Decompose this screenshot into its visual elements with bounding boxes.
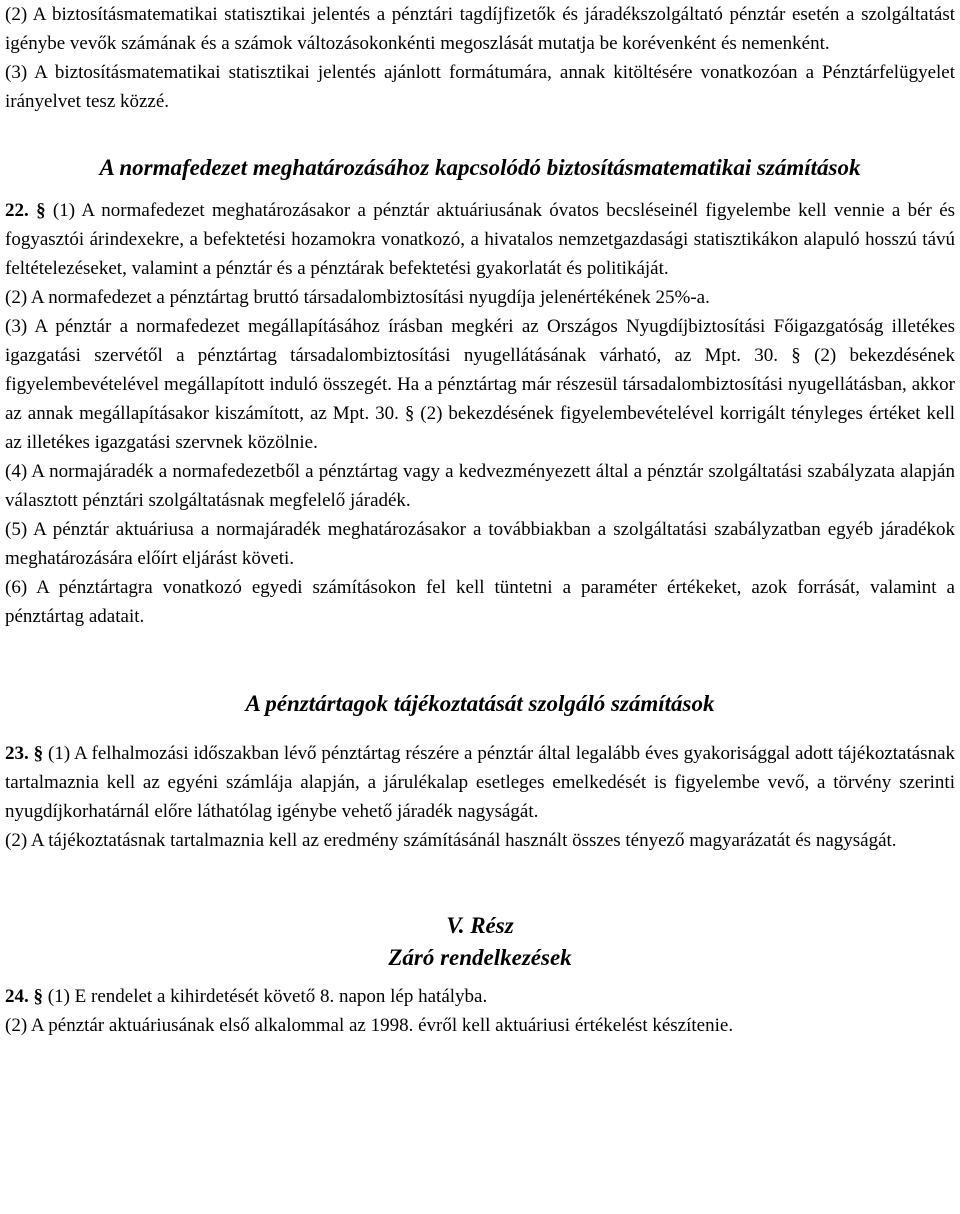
- section-23: [5, 739, 955, 855]
- paragraph-22-6: (6) A pénztártagra vonatkozó egyedi számításokon fel kell tüntetni a paraméter értékeket, azok forrását, valamint a pénztártag adatait.: [5, 577, 955, 627]
- paragraph-21-2: (2) A biztosításmatematikai statisztikai jelentés a pénztári tagdíjfizetők és járadékszolgáltató pénztár esetén a szolgáltatást igénybe vevők számának és a számok változásokonkénti megoszlását mutatja be korévenként és nemenként.: [5, 4, 955, 54]
- heading-normafedezet: A normafedezet meghatározásához kapcsolódó biztosításmatematikai számítások: [99, 155, 861, 180]
- section-22: [5, 196, 955, 631]
- part-title: Záró rendelkezések: [388, 945, 572, 970]
- paragraph-22-5: (5) A pénztár aktuáriusa a normajáradék meghatározásakor a továbbiakban a szolgáltatási szabályzatban egyéb járadékok meghatározására előírt eljárást követi.: [5, 519, 955, 569]
- paragraph-22-4: (4) A normajáradék a normafedezetből a pénztártag vagy a kedvezményezett által a pénztár szolgáltatási szabályzata alapján választott pénztári szolgáltatásnak megfelelő járadék.: [5, 461, 955, 511]
- paragraph-24-1: [5, 982, 955, 1011]
- paragraph-23-2: (2) A tájékoztatásnak tartalmaznia kell az eredmény számításánál használt összes tényező magyarázatát és nagyságát.: [5, 830, 897, 851]
- paragraph-21-3: (3) A biztosításmatematikai statisztikai jelentés ajánlott formátumára, annak kitöltésére vonatkozóan a Pénztárfelügyelet irányelvet tesz közzé.: [5, 62, 955, 112]
- section-21-continuation: [5, 0, 955, 116]
- part-number: V. Rész: [446, 913, 514, 938]
- paragraph-22-3: (3) A pénztár a normafedezet megállapításához írásban megkéri az Országos Nyugdíjbiztosítási Főigazgatóság illetékes igazgatási szervétől a pénztártag társadalombiztosítási nyugellátásának várható, az Mpt. 30. § (2) bekezdésének figyelembevételével megállapított induló összegét. Ha a pénztártag már részesül társadalombiztosítási nyugellátásban, akkor az annak megállapításakor kiszámított, az Mpt. 30. § (2) bekezdésének figyelembevételével korrigált tényleges értéket kell az illetékes igazgatási szervnek közölnie.: [5, 316, 955, 453]
- document-page: [5, 0, 955, 1040]
- section-number-23: 23.: [5, 743, 29, 764]
- part-heading: [5, 910, 955, 974]
- heading-tajekoztatas: A pénztártagok tájékoztatását szolgáló számítások: [245, 691, 715, 716]
- section-number-22: 22.: [5, 200, 29, 221]
- paragraph-23-1: [5, 739, 955, 826]
- paragraph-22-2: (2) A normafedezet a pénztártag bruttó társadalombiztosítási nyugdíja jelenértékének 25%-a.: [5, 287, 710, 308]
- paragraph-24-2: (2) A pénztár aktuáriusának első alkalommal az 1998. évről kell aktuáriusi értékelést készítenie.: [5, 1015, 734, 1036]
- section-sign: §: [36, 200, 46, 221]
- paragraph-22-1: [5, 196, 955, 283]
- section-sign: §: [33, 743, 44, 764]
- paragraph-24-1-text: (1) E rendelet a kihirdetését követő 8. napon lép hatályba.: [47, 986, 488, 1007]
- section-24: [5, 982, 955, 1040]
- section-sign: §: [33, 986, 43, 1007]
- paragraph-23-1-text: (1) A felhalmozási időszakban lévő pénztártag részére a pénztár által legalább éves gyakorisággal adott tájékoztatásnak tartalmaznia kell az egyéni számlája alapján, a járulékalap esetleges emelkedését is figyelembe vevő, a törvény szerinti nyugdíjkorhatárnál előre láthatólag igénybe vehető járadék nagyságát.: [5, 743, 956, 822]
- section-number-24: 24.: [5, 986, 29, 1007]
- paragraph-22-1-text: (1) A normafedezet meghatározásakor a pénztár aktuáriusának óvatos becsléseinél figyelembe kell vennie a bér és fogyasztói árindexekre, a befektetési hozamokra vonatkozó, a hivatalos nemzetgazdasági statisztikákon alapuló hosszú távú feltételezéseket, valamint a pénztár és a pénztárak befektetési gyakorlatát és politikáját.: [5, 200, 956, 279]
